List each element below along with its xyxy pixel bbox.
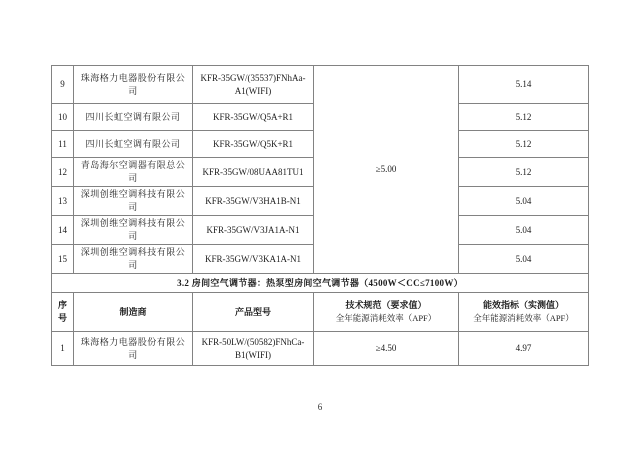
apf-value-cell: 5.12 (459, 158, 589, 187)
header-spec-line1: 技术规范（要求值） (345, 300, 427, 310)
manufacturer-cell: 深圳创维空调科技有限公司 (74, 245, 193, 274)
header-no (52, 293, 74, 332)
model-cell: KFR-50LW/(50582)FNhCa-B1(WIFI) (193, 332, 314, 366)
row-index: 10 (52, 104, 74, 131)
table-row (52, 66, 589, 104)
manufacturer-cell: 深圳创维空调科技有限公司 (74, 216, 193, 245)
header-index-line1: 能效指标（实测值） (482, 300, 564, 310)
row-index: 11 (52, 131, 74, 158)
header-model-label: 产品型号 (234, 306, 271, 317)
model-cell: KFR-35GW/Q5A+R1 (193, 104, 314, 131)
apf-value-cell: 5.14 (459, 66, 589, 104)
header-spec-line2: 全年能源消耗效率（APF） (335, 313, 437, 323)
apf-value-cell: 5.04 (459, 245, 589, 274)
header-spec (314, 293, 459, 332)
manufacturer-cell: 珠海格力电器股份有限公司 (74, 332, 193, 366)
model-cell: KFR-35GW/V3JA1A-N1 (193, 216, 314, 245)
manufacturer-cell: 四川长虹空调有限公司 (74, 104, 193, 131)
apf-value-cell: 5.12 (459, 131, 589, 158)
page-number: 6 (317, 402, 323, 412)
header-model (193, 293, 314, 332)
header-index (459, 293, 589, 332)
model-cell: KFR-35GW/V3HA1B-N1 (193, 187, 314, 216)
model-cell: KFR-35GW/V3KA1A-N1 (193, 245, 314, 274)
apf-value-cell: 4.97 (459, 332, 589, 366)
header-manufacturer (74, 293, 193, 332)
model-cell: KFR-35GW/Q5K+R1 (193, 131, 314, 158)
row-index: 14 (52, 216, 74, 245)
row-index: 12 (52, 158, 74, 187)
manufacturer-cell: 青岛海尔空调器有限总公司 (74, 158, 193, 187)
table-row (52, 332, 589, 366)
table-header-row (52, 293, 589, 332)
model-cell: KFR-35GW/(35537)FNhAa-A1(WIFI) (193, 66, 314, 104)
row-index: 1 (52, 332, 74, 366)
manufacturer-cell: 深圳创维空调科技有限公司 (74, 187, 193, 216)
row-index: 9 (52, 66, 74, 104)
section-title: 3.2 房间空气调节器：热泵型房间空气调节器（4500W＜CC≤7100W） (52, 274, 589, 293)
energy-efficiency-table (51, 65, 589, 366)
requirement-cell: ≥4.50 (314, 332, 459, 366)
requirement-merged-cell: ≥5.00 (314, 66, 459, 274)
manufacturer-cell: 珠海格力电器股份有限公司 (74, 66, 193, 104)
manufacturer-cell: 四川长虹空调有限公司 (74, 131, 193, 158)
row-index: 15 (52, 245, 74, 274)
apf-value-cell: 5.12 (459, 104, 589, 131)
row-index: 13 (52, 187, 74, 216)
model-cell: KFR-35GW/08UAA81TU1 (193, 158, 314, 187)
header-index-line2: 全年能源消耗效率（APF） (473, 313, 574, 323)
header-no-label: 序号 (57, 300, 67, 323)
header-manufacturer-label: 制造商 (119, 306, 147, 317)
apf-value-cell: 5.04 (459, 216, 589, 245)
apf-value-cell: 5.04 (459, 187, 589, 216)
section-title-row (52, 274, 589, 293)
